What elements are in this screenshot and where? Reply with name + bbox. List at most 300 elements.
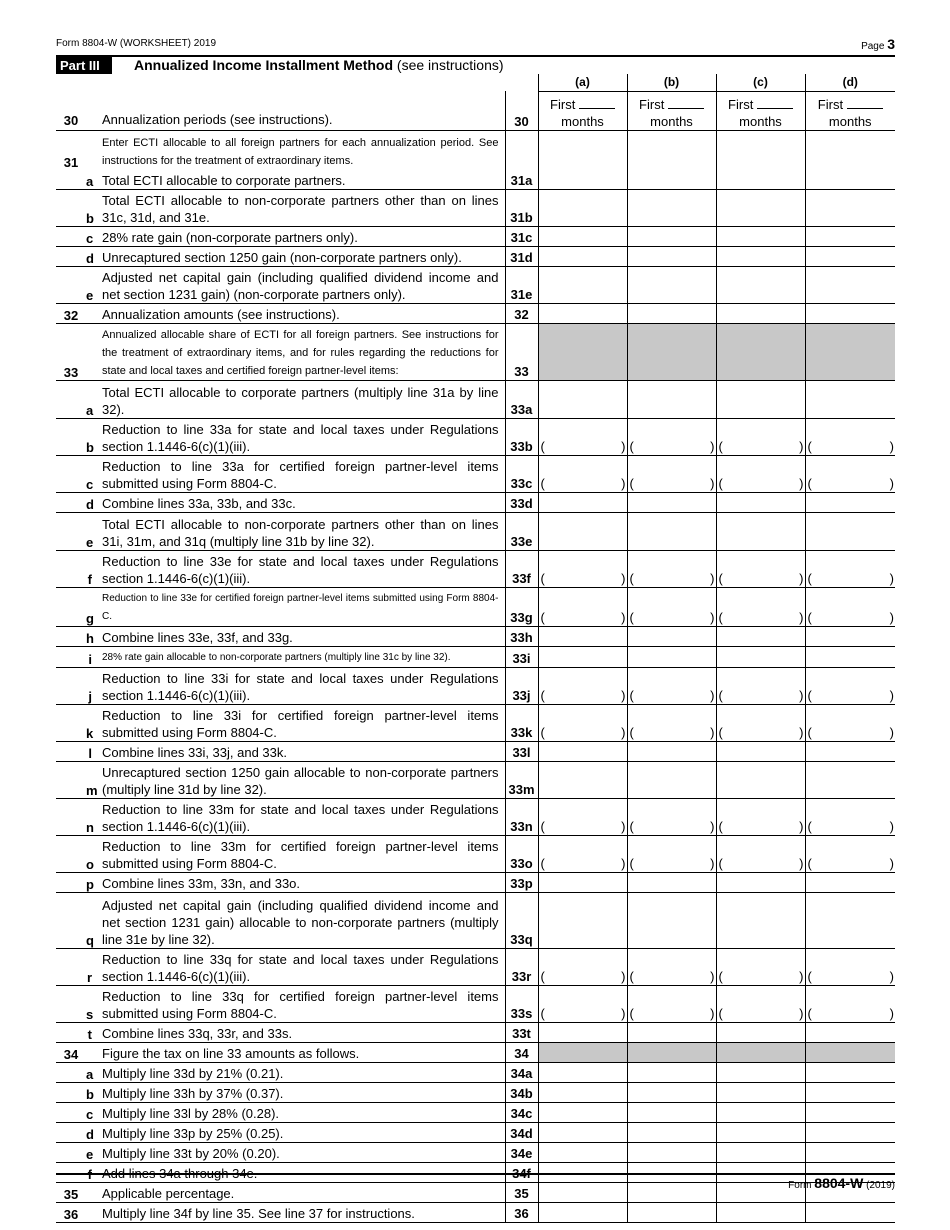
line-number: 31 [63, 155, 79, 170]
line-number [56, 873, 86, 893]
amount-field-33c-a[interactable] [538, 456, 627, 493]
amount-field-33a-a[interactable] [538, 381, 627, 419]
amount-field-33b-a[interactable] [538, 419, 627, 456]
line-letter: c [86, 1103, 100, 1123]
line-description: Multiply line 33l by 28% (0.28). [100, 1103, 505, 1123]
amount-field-31d-a[interactable] [538, 247, 627, 267]
parenthesis-pair: ( ) [807, 439, 894, 454]
amount-field-33k-d[interactable] [805, 705, 895, 742]
line-number [56, 267, 86, 304]
line-description: Reduction to line 33i for state and local taxes under Regulations section 1.1446-6(c)(1)(iii). [100, 668, 505, 705]
amount-field-33m-d[interactable] [805, 762, 895, 799]
amount-field-31e-a[interactable] [538, 267, 627, 304]
amount-field-33m-a[interactable] [538, 762, 627, 799]
annualization-period-field[interactable] [538, 91, 627, 130]
amount-field-31d-d[interactable] [805, 247, 895, 267]
amount-field-33c-d[interactable] [805, 456, 895, 493]
line-description: Multiply line 34f by line 35. See line 37 for instructions. [100, 1203, 505, 1223]
line-code: 34e [505, 1143, 538, 1163]
parenthesis-pair: ( ) [629, 819, 715, 834]
amount-field-33l-b[interactable] [627, 742, 716, 762]
form-header [56, 36, 895, 56]
amount-field-34d-d[interactable] [805, 1123, 895, 1143]
amount-field-33-c [716, 324, 805, 381]
line-row-33l [56, 742, 895, 762]
line-row-34d [56, 1123, 895, 1143]
line-number [56, 493, 86, 513]
line-letter [86, 324, 100, 381]
amount-field-33m-c[interactable] [716, 762, 805, 799]
amount-field-33k-b[interactable] [627, 705, 716, 742]
line-row-31e [56, 267, 895, 304]
line-description: Multiply line 33t by 20% (0.20). [100, 1143, 505, 1163]
line-letter: a [86, 1063, 100, 1083]
parenthesis-pair: ( ) [540, 856, 626, 871]
amount-field-34e-c[interactable] [716, 1143, 805, 1163]
amount-field-33d-d[interactable] [805, 493, 895, 513]
amount-field-33a-b[interactable] [627, 381, 716, 419]
line-row-33k [56, 705, 895, 742]
line-letter: e [86, 1143, 100, 1163]
line-letter: f [86, 551, 100, 588]
amount-field-35-b[interactable] [627, 1183, 716, 1203]
amount-field-33n-b[interactable] [627, 799, 716, 836]
line-letter: s [86, 986, 100, 1023]
amount-field-33q-b[interactable] [627, 893, 716, 949]
amount-field-31c-a[interactable] [538, 227, 627, 247]
amount-field-34b-d[interactable] [805, 1083, 895, 1103]
amount-field-36-c[interactable] [716, 1203, 805, 1223]
amount-field-34a-a[interactable] [538, 1063, 627, 1083]
line-letter: l [86, 742, 100, 762]
parenthesis-pair: ( ) [540, 571, 626, 586]
amount-field-33c-c[interactable] [716, 456, 805, 493]
amount-field-34e-a[interactable] [538, 1143, 627, 1163]
line-number [56, 836, 86, 873]
first-label: First [717, 96, 805, 113]
line-letter: n [86, 799, 100, 836]
amount-field-33d-b[interactable] [627, 493, 716, 513]
amount-field-33b-c[interactable] [716, 419, 805, 456]
amount-field-33p-a[interactable] [538, 873, 627, 893]
line-letter: d [86, 493, 100, 513]
amount-field-33a-c[interactable] [716, 381, 805, 419]
amount-field-31a-a[interactable] [538, 170, 627, 190]
amount-field-31c-d[interactable] [805, 227, 895, 247]
amount-field-33l-d[interactable] [805, 742, 895, 762]
amount-field-34c-a[interactable] [538, 1103, 627, 1123]
line-letter [86, 1203, 100, 1223]
line-description: Total ECTI allocable to non-corporate partners other than on lines 31c, 31d, and 31e. [100, 190, 505, 227]
amount-field-33e-d[interactable] [805, 513, 895, 551]
line-code: 33g [505, 588, 538, 627]
line-description: Combine lines 33a, 33b, and 33c. [100, 493, 505, 513]
amount-field-31a-d[interactable] [805, 170, 895, 190]
amount-field-36-d[interactable] [805, 1203, 895, 1223]
line-letter: m [86, 762, 100, 799]
annualization-period-field[interactable] [716, 91, 805, 130]
parenthesis-pair: ( ) [540, 610, 626, 625]
line-number [56, 170, 86, 190]
line-description: Enter ECTI allocable to all foreign partners for each annualization period. See instructions for the treatment of extraordinary items. [102, 137, 499, 167]
parenthesis-pair: ( ) [718, 571, 804, 586]
line-letter: a [86, 170, 100, 190]
months-blank[interactable] [668, 97, 704, 109]
amount-field-33s-a[interactable] [538, 986, 627, 1023]
line-letter: q [86, 893, 100, 949]
footer-year: (2019) [866, 1180, 895, 1191]
amount-field-33j-c[interactable] [716, 668, 805, 705]
worksheet-table [56, 74, 895, 1223]
amount-field-34a-d[interactable] [805, 1063, 895, 1083]
line-letter: t [86, 1023, 100, 1043]
amount-field-33f-b[interactable] [627, 551, 716, 588]
amount-field-32-a[interactable] [538, 304, 627, 324]
amount-field-33g-a[interactable] [538, 588, 627, 627]
amount-field-33t-d[interactable] [805, 1023, 895, 1043]
line-row-33r [56, 949, 895, 986]
amount-field-31-d [805, 130, 895, 170]
column-header-spacer [56, 74, 538, 91]
amount-field-34a-c[interactable] [716, 1063, 805, 1083]
parenthesis-pair: ( ) [540, 969, 626, 984]
amount-field-33p-c[interactable] [716, 873, 805, 893]
amount-field-34d-b[interactable] [627, 1123, 716, 1143]
line-description: Unrecaptured section 1250 gain (non-corporate partners only). [100, 247, 505, 267]
amount-field-31c-b[interactable] [627, 227, 716, 247]
column-header: (d) [805, 74, 895, 91]
amount-field-33h-c[interactable] [716, 627, 805, 647]
line-code: 33s [505, 986, 538, 1023]
amount-field-33n-a[interactable] [538, 799, 627, 836]
amount-field-33p-b[interactable] [627, 873, 716, 893]
part-title [134, 57, 504, 74]
amount-field-33d-a[interactable] [538, 493, 627, 513]
line-description: Applicable percentage. [100, 1183, 505, 1203]
parenthesis-pair: ( ) [807, 725, 894, 740]
amount-field-33q-d[interactable] [805, 893, 895, 949]
amount-field-33q-c[interactable] [716, 893, 805, 949]
amount-field-33r-d[interactable] [805, 949, 895, 986]
line-letter [86, 91, 100, 130]
amount-field-31e-d[interactable] [805, 267, 895, 304]
line-number [56, 1123, 86, 1143]
line-row-33j [56, 668, 895, 705]
amount-field-32-d[interactable] [805, 304, 895, 324]
line-row-34e [56, 1143, 895, 1163]
amount-field-31a-c[interactable] [716, 170, 805, 190]
amount-field-33o-d[interactable] [805, 836, 895, 873]
footer-form-number: 8804-W [814, 1175, 864, 1191]
amount-field-33-a [538, 324, 627, 381]
amount-field-31e-c[interactable] [716, 267, 805, 304]
line-number [56, 1063, 86, 1083]
line-number [56, 1023, 86, 1043]
amount-field-33t-c[interactable] [716, 1023, 805, 1043]
parenthesis-pair: ( ) [629, 1006, 715, 1021]
amount-field-33s-d[interactable] [805, 986, 895, 1023]
amount-field-34-c [716, 1043, 805, 1063]
line-code: 31a [505, 170, 538, 190]
amount-field-33n-c[interactable] [716, 799, 805, 836]
amount-field-35-a[interactable] [538, 1183, 627, 1203]
first-label: First [806, 96, 896, 113]
line-description: 28% rate gain allocable to non-corporate partners (multiply line 31c by line 32). [100, 647, 505, 668]
line-code: 33i [505, 647, 538, 668]
line-row-33c [56, 456, 895, 493]
line-code: 33n [505, 799, 538, 836]
amount-field-33h-a[interactable] [538, 627, 627, 647]
annualization-period-field[interactable] [805, 91, 895, 130]
first-label: First [628, 96, 716, 113]
line-row-33s [56, 986, 895, 1023]
line-description: 28% rate gain (non-corporate partners only). [100, 227, 505, 247]
line-letter: i [86, 647, 100, 668]
amount-field-33g-d[interactable] [805, 588, 895, 627]
amount-field-33s-b[interactable] [627, 986, 716, 1023]
line-description: Combine lines 33q, 33r, and 33s. [100, 1023, 505, 1043]
amount-field-31b-c[interactable] [716, 190, 805, 227]
amount-field-33o-c[interactable] [716, 836, 805, 873]
amount-field-33b-d[interactable] [805, 419, 895, 456]
amount-field-33g-b[interactable] [627, 588, 716, 627]
amount-field-33r-b[interactable] [627, 949, 716, 986]
line-row-33b [56, 419, 895, 456]
line-letter [86, 1183, 100, 1203]
parenthesis-pair: ( ) [629, 856, 715, 871]
months-blank[interactable] [757, 97, 793, 109]
amount-field-34e-b[interactable] [627, 1143, 716, 1163]
amount-field-33r-a[interactable] [538, 949, 627, 986]
line-number [56, 668, 86, 705]
line-number [56, 762, 86, 799]
line-code: 31c [505, 227, 538, 247]
amount-field-33n-d[interactable] [805, 799, 895, 836]
line-number [56, 1103, 86, 1123]
line-code: 31b [505, 190, 538, 227]
months-label: months [650, 113, 693, 129]
amount-field-34b-b[interactable] [627, 1083, 716, 1103]
page-label: Page [861, 41, 885, 52]
parenthesis-pair: ( ) [807, 856, 894, 871]
column-header: (c) [716, 74, 805, 91]
line-number [56, 647, 86, 668]
line-row-33t [56, 1023, 895, 1043]
amount-field-33p-d[interactable] [805, 873, 895, 893]
amount-field-31a-b[interactable] [627, 170, 716, 190]
amount-field-33h-b[interactable] [627, 627, 716, 647]
amount-field-33i-d[interactable] [805, 647, 895, 668]
line-letter: b [86, 1083, 100, 1103]
amount-field-33k-c[interactable] [716, 705, 805, 742]
amount-field-33d-c[interactable] [716, 493, 805, 513]
amount-field-33t-b[interactable] [627, 1023, 716, 1043]
line-description: Total ECTI allocable to corporate partners (multiply line 31a by line 32). [100, 381, 505, 419]
line-code: 30 [505, 91, 538, 130]
bottom-rule [56, 1173, 895, 1175]
amount-field-33i-b[interactable] [627, 647, 716, 668]
amount-field-32-c[interactable] [716, 304, 805, 324]
amount-field-34c-d[interactable] [805, 1103, 895, 1123]
part-label: Part III [56, 57, 112, 74]
amount-field-34-a [538, 1043, 627, 1063]
column-header: (b) [627, 74, 716, 91]
line-letter [86, 130, 100, 170]
line-code: 33c [505, 456, 538, 493]
parenthesis-pair: ( ) [718, 856, 804, 871]
line-number [56, 419, 86, 456]
line-description: Total ECTI allocable to corporate partners. [100, 170, 505, 190]
line-number [56, 227, 86, 247]
amount-field-33t-a[interactable] [538, 1023, 627, 1043]
line-description: Total ECTI allocable to non-corporate partners other than on lines 31i, 31m, and 31q (multiply line 31b by line 32). [100, 513, 505, 551]
line-code: 34c [505, 1103, 538, 1123]
amount-field-33i-a[interactable] [538, 647, 627, 668]
amount-field-33k-a[interactable] [538, 705, 627, 742]
parenthesis-pair: ( ) [629, 969, 715, 984]
amount-field-33j-d[interactable] [805, 668, 895, 705]
amount-field-34c-c[interactable] [716, 1103, 805, 1123]
amount-field-33j-a[interactable] [538, 668, 627, 705]
amount-field-33a-d[interactable] [805, 381, 895, 419]
amount-field-33e-b[interactable] [627, 513, 716, 551]
line-description: Reduction to line 33m for certified foreign partner-level items submitted using Form 8804-C. [100, 836, 505, 873]
amount-field-34e-d[interactable] [805, 1143, 895, 1163]
amount-field-33b-b[interactable] [627, 419, 716, 456]
line-row-36 [56, 1203, 895, 1223]
line-description: Combine lines 33i, 33j, and 33k. [100, 742, 505, 762]
amount-field-33o-b[interactable] [627, 836, 716, 873]
amount-field-34c-b[interactable] [627, 1103, 716, 1123]
amount-field-31d-c[interactable] [716, 247, 805, 267]
amount-field-31c-c[interactable] [716, 227, 805, 247]
amount-field-33-d [805, 324, 895, 381]
page-number [861, 36, 895, 52]
amount-field-31e-b[interactable] [627, 267, 716, 304]
parenthesis-pair: ( ) [807, 610, 894, 625]
amount-field-31d-b[interactable] [627, 247, 716, 267]
amount-field-31b-d[interactable] [805, 190, 895, 227]
amount-field-33l-c[interactable] [716, 742, 805, 762]
line-number [56, 627, 86, 647]
line-code: 33d [505, 493, 538, 513]
amount-field-33f-d[interactable] [805, 551, 895, 588]
parenthesis-pair: ( ) [718, 969, 804, 984]
line-code: 33m [505, 762, 538, 799]
months-blank[interactable] [847, 97, 883, 109]
amount-field-31b-b[interactable] [627, 190, 716, 227]
line-letter: c [86, 227, 100, 247]
amount-field-33-b [627, 324, 716, 381]
amount-field-33m-b[interactable] [627, 762, 716, 799]
form-name: Form 8804-W (WORKSHEET) 2019 [56, 38, 217, 49]
line-code: 33a [505, 381, 538, 419]
line-letter: e [86, 267, 100, 304]
line-number: 34 [56, 1043, 86, 1063]
amount-field-33g-c[interactable] [716, 588, 805, 627]
line-row-33f [56, 551, 895, 588]
amount-field-33c-b[interactable] [627, 456, 716, 493]
annualization-period-field[interactable] [627, 91, 716, 130]
months-blank[interactable] [579, 97, 615, 109]
line-code: 34b [505, 1083, 538, 1103]
line-description: Add lines 34a through 34e. [100, 1163, 505, 1183]
parenthesis-pair: ( ) [540, 819, 626, 834]
line-number [56, 742, 86, 762]
amount-field-34d-a[interactable] [538, 1123, 627, 1143]
line-description: Reduction to line 33q for certified foreign partner-level items submitted using Form 8804-C. [100, 986, 505, 1023]
amount-field-34d-c[interactable] [716, 1123, 805, 1143]
amount-field-33s-c[interactable] [716, 986, 805, 1023]
parenthesis-pair: ( ) [629, 610, 715, 625]
line-row-33p [56, 873, 895, 893]
amount-field-33i-c[interactable] [716, 647, 805, 668]
amount-field-31b-a[interactable] [538, 190, 627, 227]
line-letter: f [86, 1163, 100, 1183]
amount-field-34b-a[interactable] [538, 1083, 627, 1103]
line-letter: j [86, 668, 100, 705]
line-code: 34 [505, 1043, 538, 1063]
line-number [56, 1083, 86, 1103]
amount-field-33r-c[interactable] [716, 949, 805, 986]
line-row-32 [56, 304, 895, 324]
months-label: months [739, 113, 782, 129]
line-row-33q [56, 893, 895, 949]
line-description: Reduction to line 33a for state and local taxes under Regulations section 1.1446-6(c)(1)(iii). [100, 419, 505, 456]
parenthesis-pair: ( ) [807, 688, 894, 703]
amount-field-33h-d[interactable] [805, 627, 895, 647]
line-row-33g [56, 588, 895, 627]
amount-field-36-a[interactable] [538, 1203, 627, 1223]
amount-field-34-d [805, 1043, 895, 1063]
amount-field-33j-b[interactable] [627, 668, 716, 705]
line-code: 33 [505, 324, 538, 381]
line-letter: p [86, 873, 100, 893]
line-description: Reduction to line 33e for certified foreign partner-level items submitted using Form 8804-C. [100, 588, 505, 627]
amount-field-33q-a[interactable] [538, 893, 627, 949]
form-footer [788, 1175, 895, 1191]
amount-field-33e-c[interactable] [716, 513, 805, 551]
line-code: 33k [505, 705, 538, 742]
line-number [56, 551, 86, 588]
parenthesis-pair: ( ) [540, 725, 626, 740]
line-description: Annualization amounts (see instructions). [100, 304, 505, 324]
line-code: 33l [505, 742, 538, 762]
amount-field-34b-c[interactable] [716, 1083, 805, 1103]
parenthesis-pair: ( ) [629, 571, 715, 586]
line-code: 33r [505, 949, 538, 986]
parenthesis-pair: ( ) [718, 1006, 804, 1021]
line-code: 35 [505, 1183, 538, 1203]
line-description: Combine lines 33m, 33n, and 33o. [100, 873, 505, 893]
amount-field-31-b [627, 130, 716, 170]
amount-field-34a-b[interactable] [627, 1063, 716, 1083]
parenthesis-pair: ( ) [807, 819, 894, 834]
amount-field-33f-c[interactable] [716, 551, 805, 588]
amount-field-32-b[interactable] [627, 304, 716, 324]
line-code: 33o [505, 836, 538, 873]
amount-field-33l-a[interactable] [538, 742, 627, 762]
line-letter: k [86, 705, 100, 742]
parenthesis-pair: ( ) [807, 969, 894, 984]
line-letter [86, 304, 100, 324]
line-number [56, 190, 86, 227]
amount-field-33e-a[interactable] [538, 513, 627, 551]
amount-field-36-b[interactable] [627, 1203, 716, 1223]
amount-field-33o-a[interactable] [538, 836, 627, 873]
amount-field-33f-a[interactable] [538, 551, 627, 588]
line-code: 34d [505, 1123, 538, 1143]
